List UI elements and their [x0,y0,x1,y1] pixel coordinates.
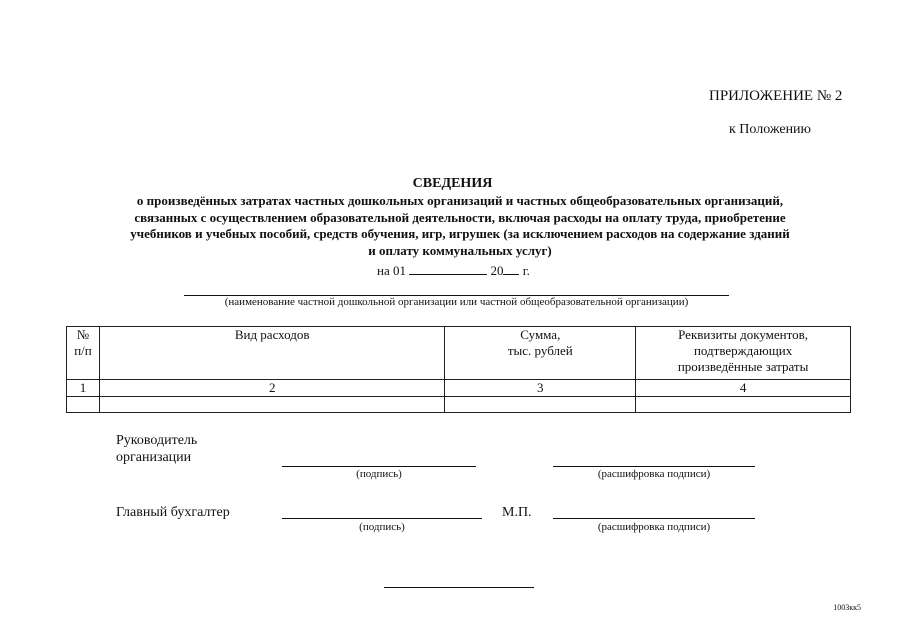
date-prefix: на 01 [377,263,406,278]
column-number: 1 [67,380,100,397]
table-row [67,397,851,413]
head-label [116,432,197,466]
header-documents-line: подтверждающих [693,343,793,358]
footer-code: 1003кк5 [833,603,861,612]
table-cell [445,397,636,413]
stamp-label: М.П. [502,505,532,520]
table-row [67,380,851,397]
regulation-reference: к Положению [729,122,812,137]
description-line: учебников и учебных пособий, средств обучения, игр, игрушек (за исключением расходов на содержание зданий [130,226,790,241]
table-header-row [67,327,851,380]
header-expense-type-line: Вид расходов [234,327,310,342]
column-number: 2 [99,380,444,397]
header-documents [636,327,851,380]
accountant-decoding-caption: (расшифровка подписи) [597,521,711,533]
header-documents-line: Реквизиты документов, [678,327,809,342]
accountant-label: Главный бухгалтер [116,505,230,520]
header-number-line: № [76,327,90,342]
description-line: связанных с осуществлением образовательной деятельности, включая расходы на оплату труда, приобретение [134,209,786,225]
description-line: и оплату коммунальных услуг) [368,242,552,258]
header-expense-type [99,327,444,380]
year-prefix: 20 [490,263,504,278]
description-line: о произведённых затратах частных дошкольных организаций и частных общеобразовательных организаций, [136,193,784,208]
year-blank [503,262,519,275]
accountant-signature-line [282,518,482,519]
table-cell [636,397,851,413]
header-amount-line: Сумма, [520,327,561,342]
header-documents-line: произведённые затраты [677,359,809,374]
header-amount [445,327,636,380]
document-description [60,193,860,259]
head-decoding-caption: (расшифровка подписи) [597,468,711,480]
table-cell [99,397,444,413]
month-blank [409,262,487,275]
header-amount-line: тыс. рублей [507,343,573,358]
table-cell [67,397,100,413]
date-suffix: г. [522,263,530,278]
header-number-line: п/п [74,343,92,358]
head-label-line: организации [116,450,192,465]
head-decoding-line [553,466,755,467]
header-number [67,327,100,380]
expenses-table [66,326,851,413]
report-date [377,262,530,279]
annex-number: ПРИЛОЖЕНИЕ № 2 [709,88,843,104]
accountant-decoding-line [553,518,755,519]
column-number: 4 [636,380,851,397]
accountant-signature-caption: (подпись) [359,521,405,533]
organization-name-caption: (наименование частной дошкольной организации или частной общеобразовательной организации) [224,296,689,308]
head-signature-line [282,466,476,467]
document-title: СВЕДЕНИЯ [412,176,493,191]
closing-separator-line [384,587,534,588]
head-signature-caption: (подпись) [356,468,402,480]
column-number: 3 [445,380,636,397]
head-label-line: Руководитель [116,433,198,448]
